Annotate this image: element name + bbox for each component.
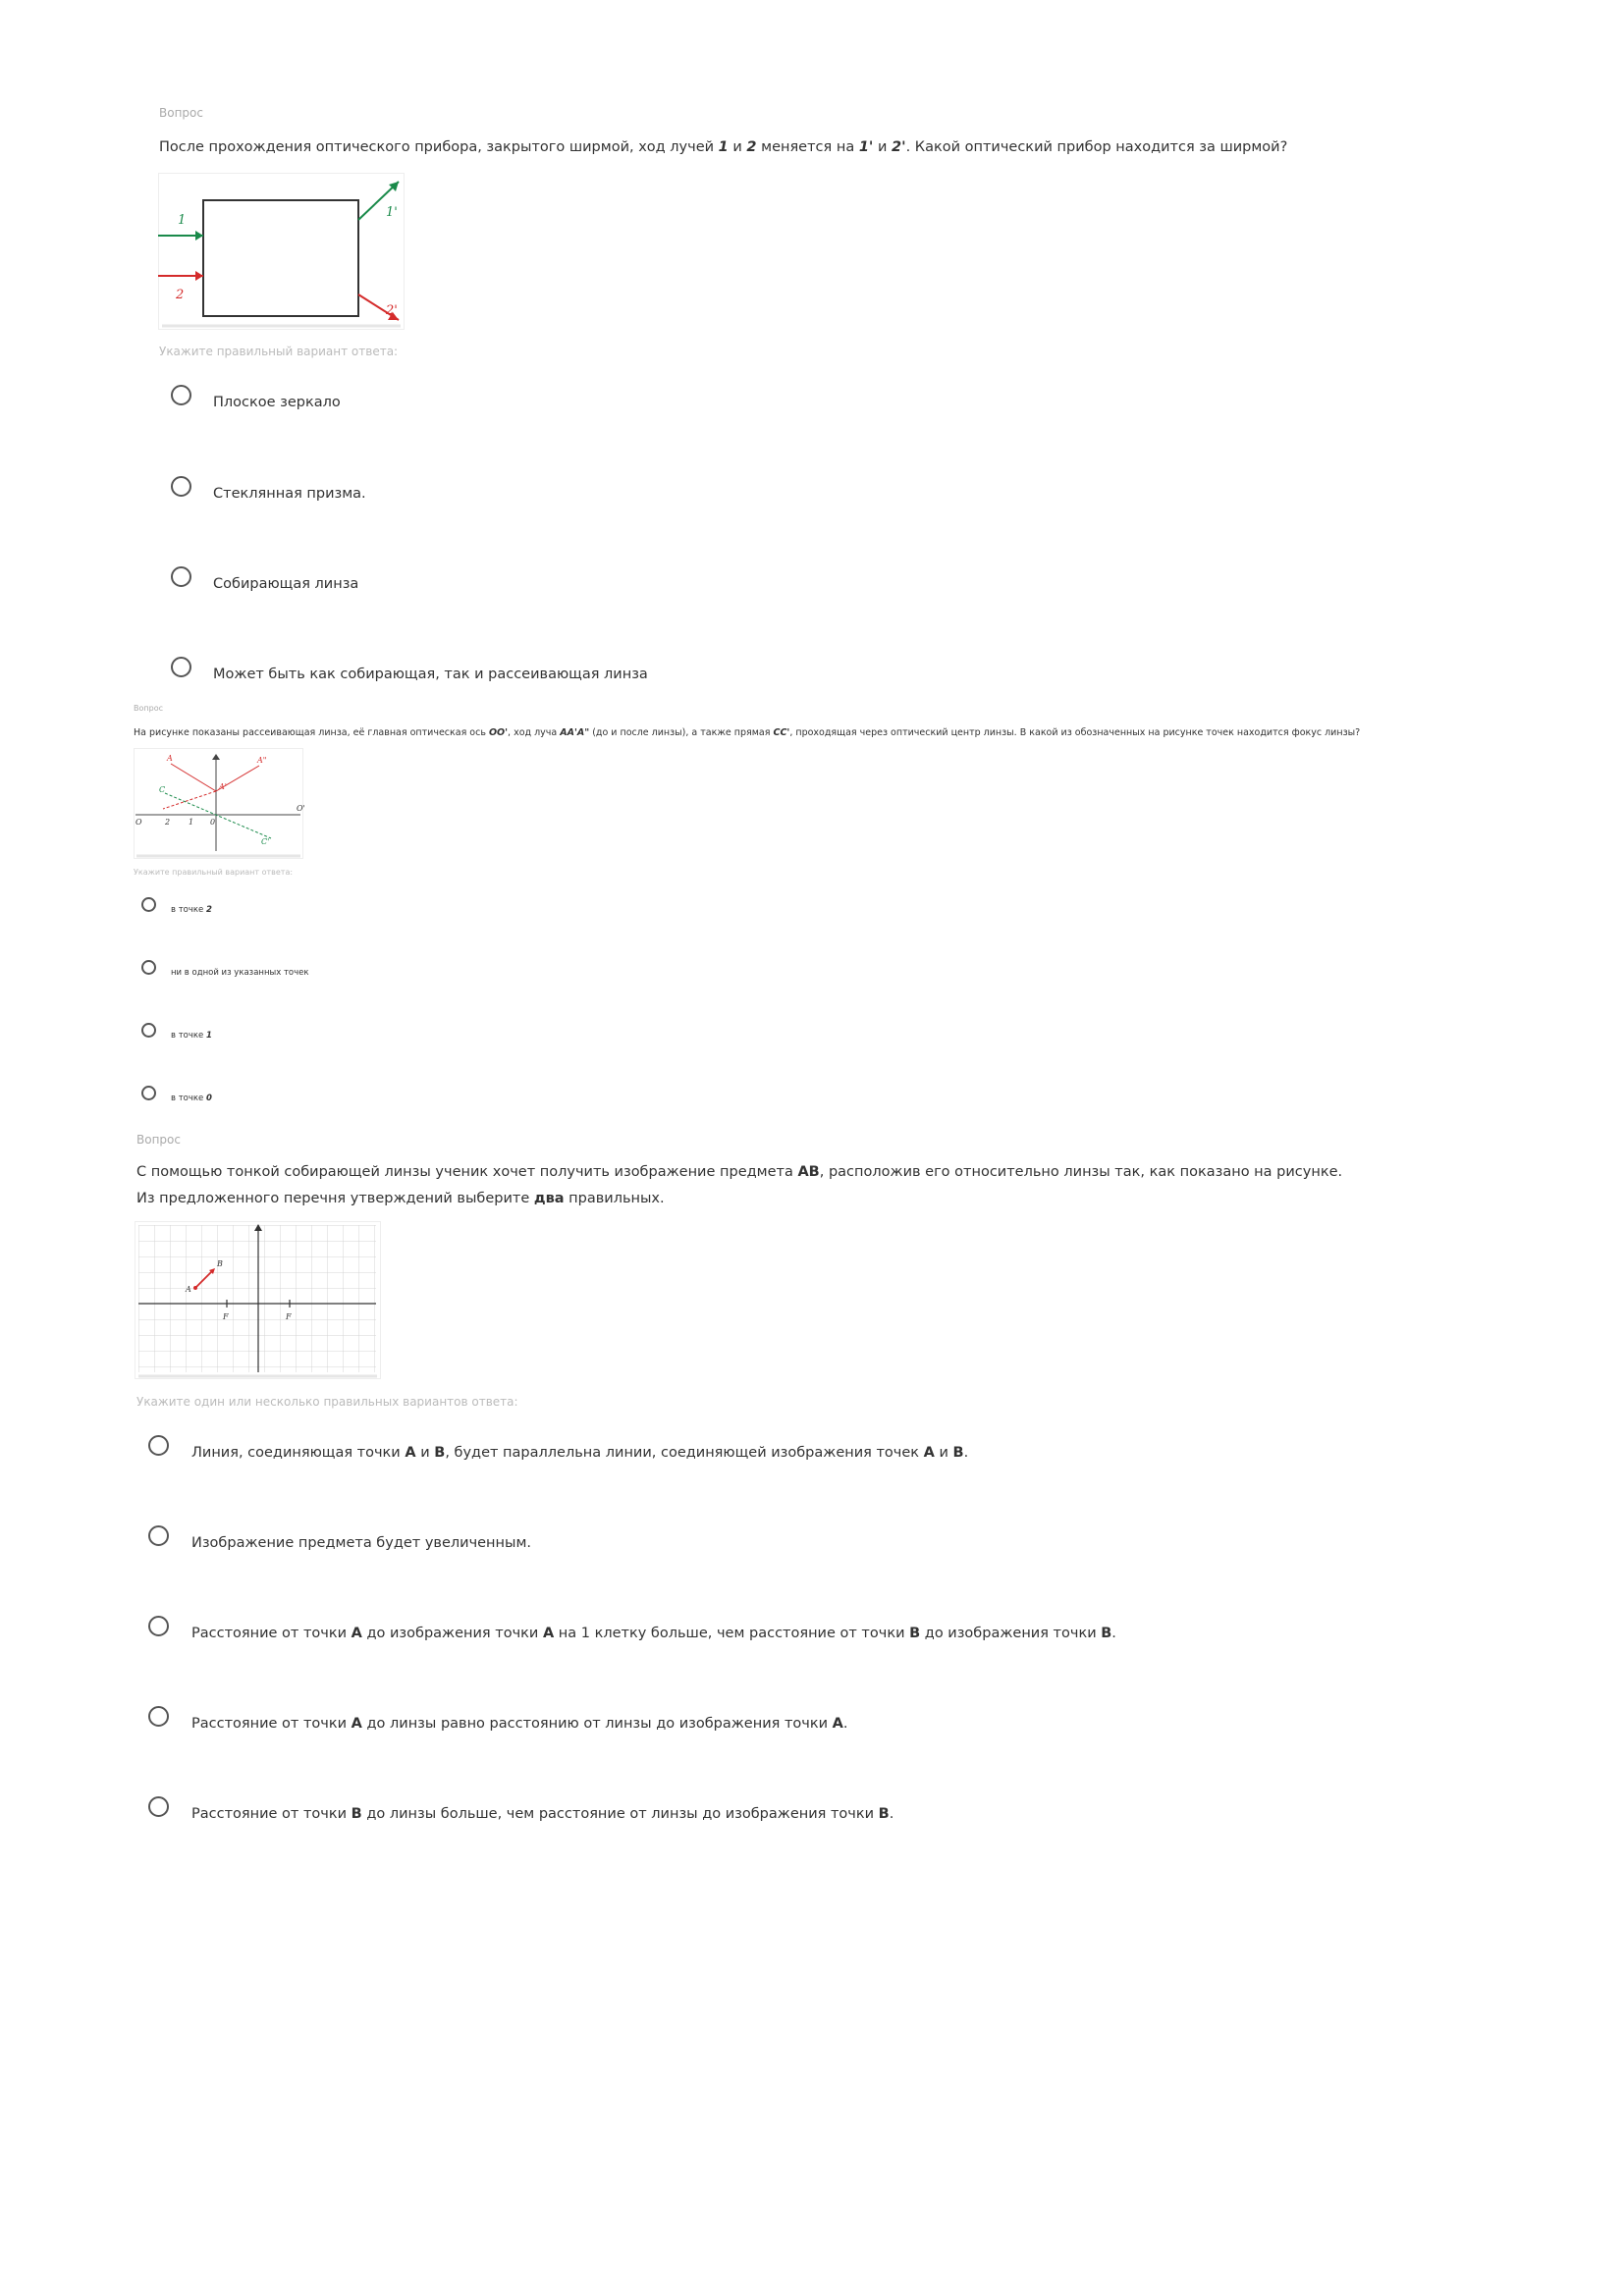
- q2-option-2-label[interactable]: ни в одной из указанных точек: [171, 968, 309, 978]
- svg-text:C: C: [159, 785, 166, 794]
- q1-label: Вопрос: [159, 106, 203, 120]
- svg-text:0: 0: [210, 818, 216, 827]
- q1-option-2-label[interactable]: Стеклянная призма.: [213, 486, 366, 502]
- q1-hint: Укажите правильный вариант ответа:: [159, 345, 399, 358]
- svg-text:O: O: [135, 818, 142, 827]
- q2-figure-diverging-lens: [134, 748, 303, 859]
- q2-hint: Укажите правильный вариант ответа:: [134, 868, 294, 877]
- svg-text:C': C': [261, 837, 270, 846]
- q1-option-2-radio[interactable]: [171, 476, 191, 497]
- q1-option-3-label[interactable]: Собирающая линза: [213, 576, 359, 592]
- q2-option-3-label[interactable]: в точке 1: [171, 1031, 212, 1041]
- q3-option-2-radio[interactable]: [148, 1525, 169, 1546]
- q3-option-4-label[interactable]: Расстояние от точки A до линзы равно расстоянию от линзы до изображения точки A.: [191, 1716, 848, 1732]
- q2-option-2-radio[interactable]: [141, 960, 156, 975]
- svg-text:O': O': [297, 804, 305, 813]
- svg-text:F: F: [223, 1312, 229, 1321]
- q1-figure-optical-device: [158, 173, 405, 330]
- q3-option-1-label[interactable]: Линия, соединяющая точки A и B, будет параллельна линии, соединяющей изображения точек A и B.: [191, 1445, 969, 1461]
- q2-option-4-label[interactable]: в точке 0: [171, 1094, 212, 1103]
- q3-question-line-1: С помощью тонкой собирающей линзы ученик хочет получить изображение предмета AB, расположив его относительно линзы так, как показано на рисунке.: [136, 1164, 1343, 1180]
- svg-text:1: 1: [189, 818, 194, 827]
- svg-text:F: F: [286, 1312, 292, 1321]
- q1-option-3-radio[interactable]: [171, 566, 191, 587]
- q2-option-1-label[interactable]: в точке 2: [171, 905, 212, 915]
- label-1-prime: 1': [386, 205, 398, 220]
- q3-hint: Укажите один или несколько правильных вариантов ответа:: [136, 1395, 518, 1409]
- screen-box: [203, 200, 358, 316]
- q3-option-2-label[interactable]: Изображение предмета будет увеличенным.: [191, 1535, 532, 1551]
- svg-text:A: A: [167, 754, 173, 763]
- q3-option-5-label[interactable]: Расстояние от точки B до линзы больше, чем расстояние от линзы до изображения точки B.: [191, 1806, 894, 1822]
- q3-label: Вопрос: [136, 1133, 181, 1147]
- q2-label: Вопрос: [134, 704, 163, 713]
- svg-text:2: 2: [165, 818, 171, 827]
- q1-option-4-label[interactable]: Может быть как собирающая, так и рассеивающая линза: [213, 667, 648, 682]
- q1-option-1-radio[interactable]: [171, 385, 191, 405]
- label-1: 1: [178, 213, 187, 228]
- svg-text:A": A": [257, 756, 267, 765]
- label-2-prime: 2': [386, 303, 398, 318]
- q3-option-5-radio[interactable]: [148, 1796, 169, 1817]
- q3-option-3-label[interactable]: Расстояние от точки A до изображения точки A на 1 клетку больше, чем расстояние от точки B до изображения точки B.: [191, 1626, 1116, 1641]
- q3-question-line-2: Из предложенного перечня утверждений выберите два правильных.: [136, 1191, 665, 1206]
- q2-question-text: На рисунке показаны рассеивающая линза, её главная оптическая ось OO', ход луча AA'A" (до и после линзы), а также прямая CC', проходящая через оптический центр линзы. В какой из обозначенных на рисунке точек находится фокус линзы?: [134, 727, 1361, 738]
- q3-option-3-radio[interactable]: [148, 1616, 169, 1636]
- svg-text:A': A': [219, 782, 227, 791]
- q3-option-4-radio[interactable]: [148, 1706, 169, 1727]
- svg-text:B: B: [217, 1259, 223, 1268]
- q1-question-text: После прохождения оптического прибора, закрытого ширмой, ход лучей 1 и 2 меняется на 1' и 2'. Какой оптический прибор находится за ширмой?: [159, 139, 1288, 155]
- q2-option-3-radio[interactable]: [141, 1023, 156, 1038]
- q2-option-4-radio[interactable]: [141, 1086, 156, 1100]
- label-2: 2: [176, 288, 185, 302]
- q1-option-4-radio[interactable]: [171, 657, 191, 677]
- q1-option-1-label[interactable]: Плоское зеркало: [213, 395, 341, 410]
- svg-text:A: A: [186, 1285, 191, 1294]
- q3-option-1-radio[interactable]: [148, 1435, 169, 1456]
- q3-figure-converging-lens-grid: [135, 1221, 381, 1379]
- q2-option-1-radio[interactable]: [141, 897, 156, 912]
